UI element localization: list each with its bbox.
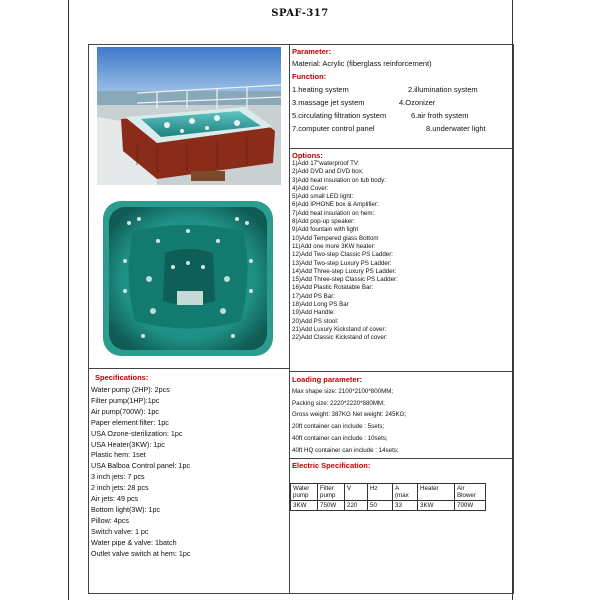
header-line: Blower	[457, 492, 476, 499]
function-item: 6.air froth system	[411, 111, 469, 120]
option-item: 21)Add Luxury Kickstand of cover:	[292, 325, 387, 333]
option-item: 14)Add Three-step Luxury PS Ladder:	[292, 267, 397, 275]
loading-item: 40ft container can include : 10sets;	[292, 434, 388, 442]
spec-item: Water pump (2HP): 2pcs	[91, 385, 170, 394]
electric-heading: Electric Specification:	[292, 461, 371, 470]
option-item: 22)Add Classic Kickstand of cover:	[292, 334, 388, 342]
option-item: 8)Add pop-up speaker:	[292, 218, 355, 226]
function-heading: Function:	[292, 72, 327, 81]
function-item: 1.heating system	[292, 85, 349, 94]
spec-item: Air pump(700W): 1pc	[91, 406, 159, 416]
spa-photo-top-view	[103, 201, 273, 356]
loading-item: Max shape size: 2100*2100*800MM;	[292, 388, 394, 395]
option-item: 7)Add heat insulation on hem:	[292, 209, 375, 217]
loading-list	[292, 386, 406, 456]
header-line: pump	[320, 492, 336, 499]
spec-item: Pillow: 4pcs	[91, 515, 129, 525]
electric-header-cell	[455, 484, 486, 501]
function-item: 4.Ozonizer	[399, 98, 436, 107]
electric-header-cell	[368, 484, 393, 501]
electric-header-cell	[345, 484, 368, 501]
divider-left-1	[89, 368, 289, 369]
option-item: 15)Add Three-step Classic PS Ladder:	[292, 276, 398, 284]
electric-header-cell	[418, 484, 455, 501]
electric-value-cell: 3KW	[291, 501, 318, 511]
option-item: 13)Add Two-step Luxury PS Ladder:	[292, 259, 392, 267]
option-item: 17)Add PS Bar:	[292, 292, 335, 300]
divider-right-1	[289, 148, 513, 149]
function-item: 8.underwater light	[426, 124, 486, 133]
page-left-rule	[68, 0, 69, 600]
header-line: A	[395, 485, 400, 492]
page-title: SPAF-317	[271, 8, 329, 19]
electric-value-cell: 220	[345, 501, 368, 511]
electric-value-cell: 33	[393, 501, 418, 511]
option-item: 12)Add Two-step Classic PS Ladder:	[292, 251, 393, 259]
loading-heading: Loading parameter:	[292, 375, 363, 384]
spec-item: 2 inch jets: 28 pcs	[91, 483, 149, 493]
option-item: 19)Add Handle:	[292, 309, 335, 317]
header-line: Hz	[370, 485, 378, 492]
header-line: (max	[395, 492, 409, 499]
header-line: Air	[457, 485, 465, 492]
spec-item: Paper element filter: 1pc	[91, 417, 169, 427]
option-item: 11)Add one more 3KW heater:	[292, 242, 376, 250]
option-item: 10)Add Tempered glass Bottom	[292, 234, 379, 242]
header-line: pump	[293, 492, 309, 499]
divider-right-2	[289, 371, 513, 372]
spec-item: USA Ozone-sterilization: 1pc	[91, 428, 183, 438]
function-item: 2.illumination system	[408, 85, 478, 94]
electric-value-cell: 50	[368, 501, 393, 511]
function-item: 3.massage jet system	[292, 98, 365, 107]
electric-value-cell: 750W	[318, 501, 345, 511]
electric-value-cell: 3KW	[418, 501, 455, 511]
electric-table	[290, 483, 486, 511]
option-item: 3)Add heat insulation on tub body:	[292, 176, 386, 184]
loading-item: 20ft container can include : 5sets;	[292, 423, 385, 431]
option-item: 6)Add IPHONE box & Amplifier:	[292, 201, 379, 209]
spec-item: USA Heater(3KW): 1pc	[91, 439, 165, 449]
loading-item: 40ft HQ container can include : 14sets;	[292, 446, 399, 454]
parameter-heading: Parameter:	[292, 47, 332, 56]
spec-item: Outlet valve switch at hem: 1pc	[91, 548, 191, 558]
material-text: Material: Acrylic (fiberglass reinforcement)	[292, 59, 432, 68]
option-item: 20)Add PS stool:	[292, 317, 339, 325]
electric-header-row	[291, 484, 486, 501]
spec-item: Air jets: 49 pcs	[91, 494, 139, 504]
option-item: 9)Add fountain with light	[292, 226, 359, 234]
spec-item: USA Balboa Control panel: 1pc	[91, 461, 191, 471]
spec-item: 3 inch jets: 7 pcs	[91, 472, 145, 482]
header-line: V	[347, 485, 352, 492]
options-list	[292, 160, 398, 343]
loading-item: Gross weight: 387KG Net weight: 245KG;	[292, 411, 407, 419]
electric-value-row	[291, 501, 486, 511]
specifications-list	[91, 385, 190, 560]
header-line: Water	[293, 485, 310, 492]
spec-item: Bottom light(3W): 1pc	[91, 504, 161, 514]
spec-item: Filter pump(1HP):1pc	[91, 395, 160, 405]
spa-photo-top	[97, 47, 281, 185]
specifications-heading: Specifications:	[95, 373, 149, 382]
option-item: 18)Add Long PS Bar	[292, 301, 349, 309]
header-line: Filter	[320, 485, 334, 492]
spec-sheet	[88, 44, 514, 594]
options-heading: Options:	[292, 151, 323, 160]
option-item: 5)Add small LED light:	[292, 193, 354, 201]
electric-header-cell	[291, 484, 318, 501]
function-item: 7.computer control panel	[292, 124, 375, 133]
divider-right-3	[289, 458, 513, 459]
option-item: 1)Add 17"waterproof TV:	[292, 160, 360, 167]
spec-item: Switch valve: 1 pc	[91, 526, 149, 536]
option-item: 2)Add DVD and DVD box:	[292, 168, 364, 176]
loading-item: Packing size: 2220*2220*880MM;	[292, 399, 385, 407]
option-item: 4)Add Cover:	[292, 184, 329, 192]
option-item: 16)Add Plastic Rotatable Bar:	[292, 284, 374, 292]
electric-header-cell	[393, 484, 418, 501]
header-line: Heater	[420, 485, 439, 492]
electric-value-cell: 700W	[455, 501, 486, 511]
spec-item: Plastic hem: 1set	[91, 450, 146, 460]
electric-header-cell	[318, 484, 345, 501]
function-item: 5.circulating filtration system	[292, 111, 387, 120]
spec-item: Water pipe & valve: 1batch	[91, 537, 177, 547]
